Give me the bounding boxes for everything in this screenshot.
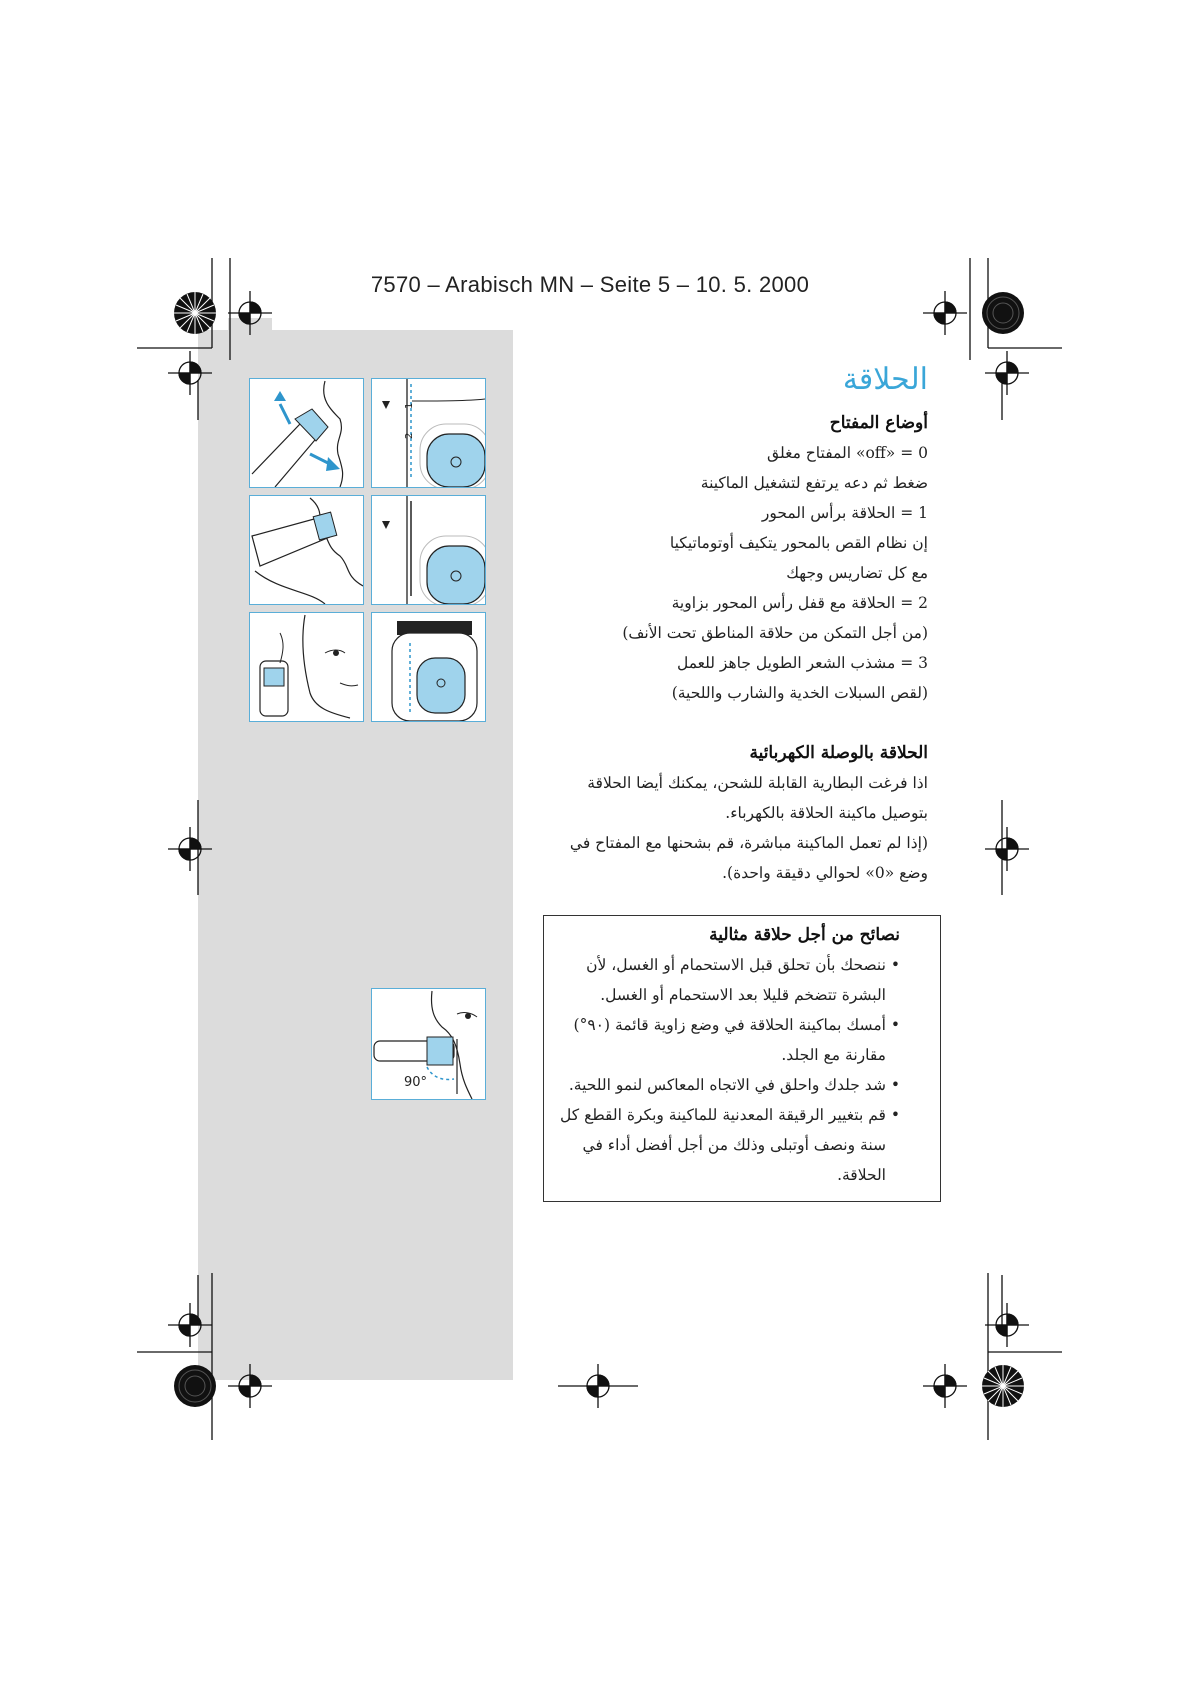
tips-line: • قم بتغيير الرقيقة المعدنية للماكينة وبكرة القطع كل (560, 1106, 900, 1124)
switch-line: 3 = مشذب الشعر الطويل جاهز للعمل (676, 654, 928, 672)
switch-line: ضغط ثم دعه يرتفع لتشغيل الماكينة (700, 474, 928, 492)
switch-line: مع كل تضاريس وجهك (786, 564, 928, 582)
switch-line: 1 = الحلاقة برأس المحور (761, 504, 928, 522)
figure-shaver-head-tilt (249, 378, 364, 488)
page-title: الحلاقة (842, 362, 928, 397)
switch-line: (لقص السبلات الخدية والشارب واللحية) (671, 684, 928, 702)
figure-switch-position-1 (371, 378, 486, 488)
figure-shaver-90-degree (371, 988, 486, 1100)
tips-line: الحلاقة. (837, 1166, 886, 1184)
mains-line: وضع «0» لحوالي دقيقة واحدة). (722, 864, 928, 882)
switch-label-2: 2 (404, 432, 415, 439)
tips-line: البشرة تتضخم قليلا بعد الاستحمام أو الغسل. (600, 986, 886, 1004)
tips-line: مقارنة مع الجلد. (781, 1046, 886, 1064)
figure-switch-position-2 (371, 495, 486, 605)
switch-label-1: 1 (404, 402, 415, 409)
angle-label: 90° (404, 1075, 428, 1090)
switch-line: إن نظام القص بالمحور يتكيف أوتوماتيكيا (669, 534, 928, 552)
mains-shaving-section (508, 738, 928, 888)
tips-line: • ننصحك بأن تحلق قبل الاستحمام أو الغسل، لأن (586, 956, 900, 974)
mains-section-heading: الحلاقة بالوصلة الكهربائية (749, 743, 928, 763)
switch-section-heading: أوضاع المفتاح (829, 413, 928, 433)
switch-line: 2 = الحلاقة مع قفل رأس المحور بزاوية (671, 594, 928, 612)
figure-trimmer-extended (371, 612, 486, 722)
switch-positions-section (508, 408, 928, 708)
page-header: 7570 – Arabisch MN – Seite 5 – 10. 5. 2000 (370, 272, 810, 297)
tips-section-heading: نصائح من أجل حلاقة مثالية (709, 925, 900, 945)
mains-line: اذا فرغت البطارية القابلة للشحن، يمكنك أيضا الحلاقة (587, 774, 928, 792)
figure-trimmer-sideburns (249, 612, 364, 722)
mains-line: (إذا لم تعمل الماكينة مباشرة، قم بشحنها مع المفتاح في (569, 834, 928, 852)
tips-line: • شد جلدك واحلق في الاتجاه المعاكس لنمو اللحية. (568, 1076, 900, 1094)
tips-section (520, 920, 900, 1190)
switch-line: (من أجل التمكن من حلاقة المناطق تحت الأنف) (622, 624, 928, 642)
mains-line: بتوصيل ماكينة الحلاقة بالكهرباء. (725, 804, 928, 822)
switch-line: 0 = «off» المفتاح مغلق (767, 444, 928, 462)
tips-line: • أمسك بماكينة الحلاقة في وضع زاوية قائمة (٩٠°) (573, 1016, 900, 1034)
tips-line: سنة ونصف أوتبلى وذلك من أجل أفضل أداء في (582, 1136, 886, 1154)
figure-shaver-under-nose (249, 495, 364, 605)
